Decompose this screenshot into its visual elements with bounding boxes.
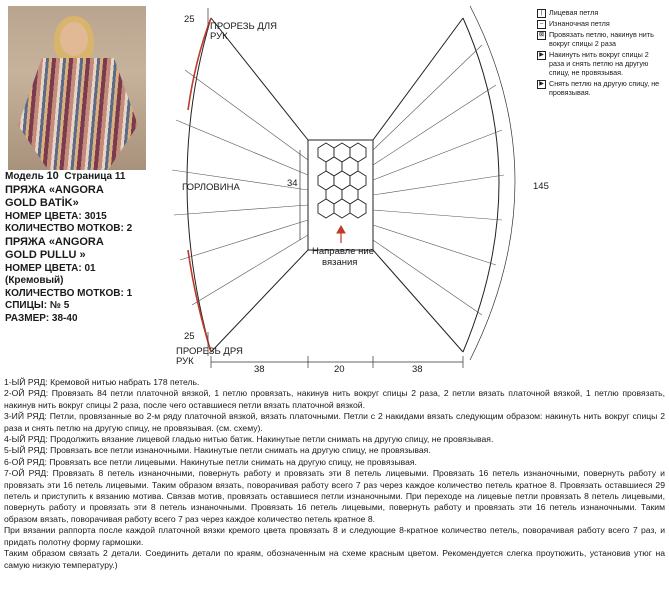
armhole-bottom-1: ПРОРЕЗЬ ДРЯ xyxy=(176,346,243,357)
dim-right-38: 38 xyxy=(412,364,423,375)
dim-line-145 xyxy=(470,6,515,360)
dim-left-38: 38 xyxy=(254,364,265,375)
armhole-top-2: РУК xyxy=(210,31,228,42)
double-wrap-icon: ⊠ xyxy=(538,32,545,38)
neckline-label: ГОРЛОВИНА xyxy=(182,182,240,193)
legend-item: ▶ Накинуть нить вокруг спицы 2 раза и снять петлю на другую спицу, не провязывая. xyxy=(537,50,665,77)
yarn1-title-2: GOLD BATİK» xyxy=(5,197,79,209)
yarn2-title-2: GOLD PULLU » xyxy=(5,249,86,261)
yarn1-title-1: ПРЯЖА «ANGORA xyxy=(5,183,104,196)
legend-item: – Изнаночная петля xyxy=(537,19,665,28)
yarn2-count: КОЛИЧЕСТВО МОТКОВ: 1 xyxy=(5,287,133,299)
striped-poncho xyxy=(18,58,138,170)
armhole-top-1: ПРОРЕЗЬ ДЛЯ xyxy=(210,21,277,32)
yarn2-title-1: ПРЯЖА «ANGORA xyxy=(5,235,104,248)
stitch-legend xyxy=(537,8,665,99)
slip-wrap-icon: ▶ xyxy=(537,51,546,60)
yarn1-color: НОМЕР ЦВЕТА: 3015 xyxy=(5,210,107,222)
instruction-row-3: 3-ИЙ РЯД: Петли, провязанные во 2-м ряду платочной вязкой, вязать платочными. Петли с 2 накидами вязать следующим образом: накинуть нить вокруг спицы 2 раза и снять петлю на другую спицу, не провязывая. (см. схему). xyxy=(4,411,665,433)
dim-bottom-25: 25 xyxy=(184,331,195,342)
direction-1: Направле ние xyxy=(312,246,374,257)
yarn2-color-name: (Кремовый) xyxy=(5,275,64,286)
yarn2-color: НОМЕР ЦВЕТА: 01 xyxy=(5,262,96,274)
hexagon-motif xyxy=(318,143,366,218)
instruction-row-6: 6-ОЙ РЯД: Провязать все петли лицевыми. Накинутые петли снимать на другую спицу, не провязывая. xyxy=(4,456,417,467)
instruction-row-2: 2-ОЙ РЯД: Провязать 84 петли платочной вязкой, 1 петлю провязать, накинув нить вокруг спицы 2 раза, 2 петли вязать платочной вязкой, 1 петлю провязать, накинув нить вокруг спицы 2 раза, после чего оставшиеся петли вязать платочной вязкой. xyxy=(4,388,665,410)
right-outer-edge xyxy=(463,18,499,352)
dim-top-25: 25 xyxy=(184,14,195,25)
instruction-finish: Таким образом связать 2 детали. Соединить детали по краям, обозначенным на схеме красным цветом. Рекомендуется слегка проутюжить, установив утюг на самую низкую температуру.) xyxy=(4,548,665,570)
direction-arrow xyxy=(337,226,345,243)
model-head xyxy=(60,22,88,56)
model-photo xyxy=(8,6,146,170)
legend-item: ▶ Снять петлю на другую спицу, не провязывая. xyxy=(537,79,665,97)
dim-34: 34 xyxy=(287,178,298,189)
armhole-bottom-2: РУК xyxy=(176,356,194,367)
yarn1-count: КОЛИЧЕСТВО МОТКОВ: 2 xyxy=(5,223,133,234)
slip-icon: ▶ xyxy=(537,80,546,89)
direction-2: вязания xyxy=(322,257,358,268)
instruction-row-4: 4-ЫЙ РЯД: Продолжить вязание лицевой гладью нитью батик. Накинутые петли снимать на другую спицу, не провязывая. xyxy=(4,434,494,445)
dim-mid-20: 20 xyxy=(334,364,345,375)
instructions xyxy=(4,377,665,571)
model-line: Модель 10 Страница 11 xyxy=(5,170,126,182)
right-inner-edge xyxy=(373,18,463,352)
needles: СПИЦЫ: № 5 xyxy=(5,300,70,311)
instruction-row-5: 5-ЫЙ РЯД: Провязать все петли изнаночными. Накинутые петли снимать на другую спицу, не провязывая. xyxy=(4,445,431,456)
pattern-info xyxy=(5,170,155,325)
instruction-rapport: При вязании раппорта после каждой платочной вязки кремого цвета провязать 8 и следующие 8-кратное количество петель, поворачивая работу всего 7 раз, и придать полотну форму гармошки. xyxy=(4,525,665,547)
knit-stitch-icon: | xyxy=(537,9,546,18)
size: РАЗМЕР: 38-40 xyxy=(5,312,78,324)
legend-item: | Лицевая петля xyxy=(537,8,665,17)
instruction-row-1: 1-ЫЙ РЯД: Кремовой нитью набрать 178 петель. xyxy=(4,377,200,387)
purl-stitch-icon: – xyxy=(537,20,546,29)
dim-145: 145 xyxy=(533,181,549,192)
legend-item: ⊠ Провязать петлю, накинув нить вокруг спицы 2 раза xyxy=(538,30,654,48)
instruction-row-7: 7-ОЙ РЯД: Провязать 8 петель изнаночными, повернуть работу и провязать эти 8 петель лицевыми. Провязать 16 петель изнаночными, повернуть работу и провязать эти 16 петель лицевыми. Таким образом вязать, поворачивая работу всего 7 раз через каждое количество петель кратное 8. Провязать оставшиеся 29 петель и приступить к вязанию мотива. Связав мотив, провязать оставшиеся петли изнаночными. При переходе на лицевые петли провязать 8 петель лицевыми, повернуть работу и провязать эти 8 петель изнаночными. Провязать 16 петель лицевыми, повернуть работу и провязать эти 16 петель изнаночными. Таким образом вязать, поворачивая работу всего 7 раз через каждое количество петель кратное 8. xyxy=(4,468,665,524)
